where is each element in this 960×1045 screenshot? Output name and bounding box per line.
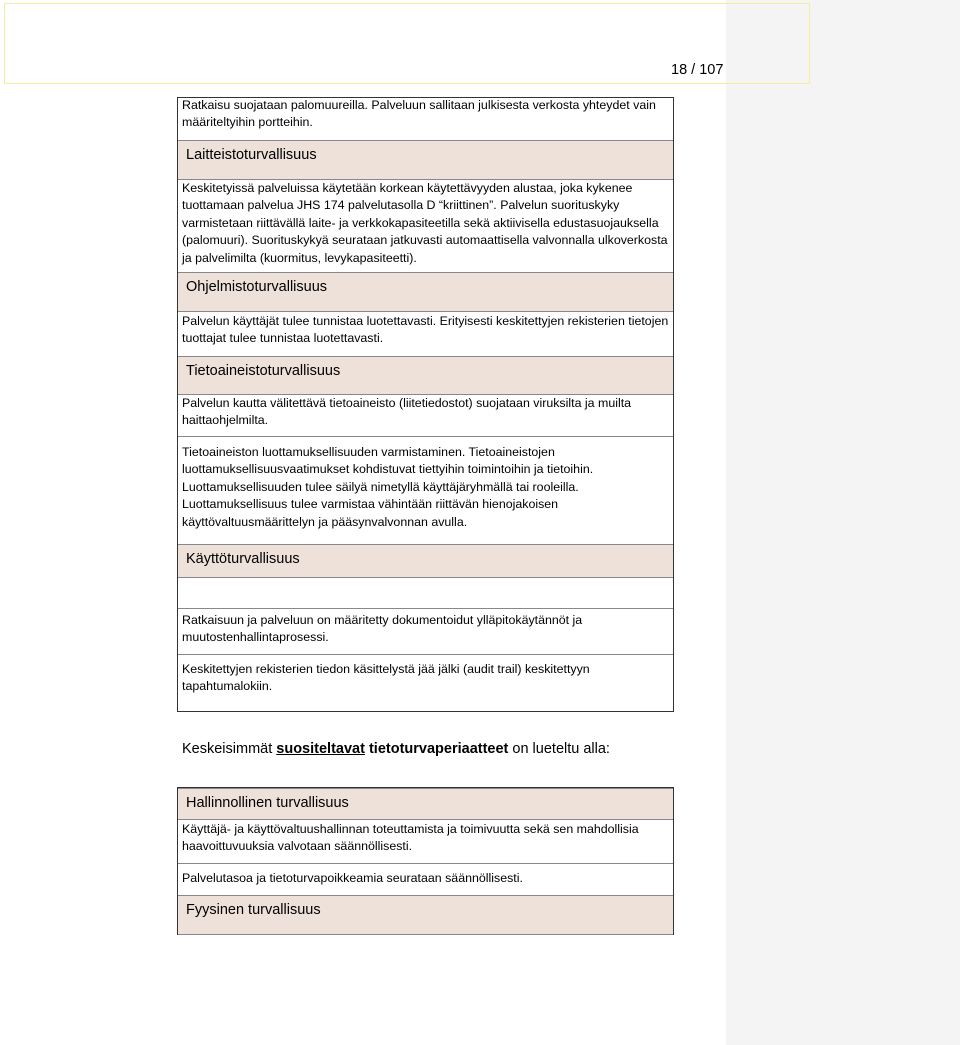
right-margin-panel (726, 0, 960, 1045)
section-header-hardware (178, 140, 673, 180)
paragraph-firewall: Ratkaisu suojataan palomuureilla. Palveluun sallitaan julkisesta verkosta yhteydet vain määriteltyihin portteihin. (182, 98, 656, 130)
paragraph-software: Palvelun käyttäjät tulee tunnistaa luotettavasti. Erityisesti keskitettyjen rekisterien tietojen tuottajat tulee tunnistaa luotettavasti. (182, 314, 669, 346)
paragraph-data-virus: Palvelun kautta välitettävä tietoaineisto (liitetiedostot) suojataan viruksilta ja muilta haittaohjelmilta. (182, 396, 632, 428)
paragraph-admin-users: Käyttäjä- ja käyttövaltuushallinnan toteuttamista ja toimivuutta sekä sen mahdollisia haavoittuvuuksia valvotaan säännöllisesti. (182, 822, 639, 854)
row-divider (178, 654, 673, 655)
section-title: Ohjelmistoturvallisuus (186, 279, 328, 295)
intro-suffix: on lueteltu alla: (508, 741, 610, 757)
section-header-usage (178, 544, 673, 578)
section-title: Tietoaineistoturvallisuus (186, 363, 341, 379)
section-header-data (178, 356, 673, 395)
intro-prefix: Keskeisimmät (182, 741, 277, 757)
section-header-software (178, 272, 673, 312)
intro-underlined: suositeltavat (276, 741, 365, 757)
section-title: Käyttöturvallisuus (186, 551, 300, 567)
section-title: Fyysinen turvallisuus (186, 902, 321, 918)
page-number: 18 / 107 (671, 62, 724, 78)
intro-sentence (182, 741, 610, 757)
paragraph-admin-monitoring: Palvelutasoa ja tietoturvapoikkeamia seurataan säännöllisesti. (182, 871, 523, 885)
intro-bold: tietoturvaperiaatteet (368, 741, 509, 757)
paragraph-data-confidentiality: Tietoaineiston luottamuksellisuuden varmistaminen. Tietoaineistojen luottamuksellisuusvaatimukset kohdistuvat tiettyihin toimintoihin ja tietoihin. Luottamuksellisuuden tulee säilyä nimetyllä käyttäjäryhmällä tai rooleilla. Luottamuksellisuus tulee varmistaa vähintään riittävän hienojakoisen käyttövaltuusmäärittelyn ja pääsynvalvonnan avulla. (182, 445, 594, 529)
section-header-admin (178, 788, 673, 820)
row-divider (178, 863, 673, 864)
paragraph-usage-audit: Keskitettyjen rekisterien tiedon käsittelystä jää jälki (audit trail) keskitettyyn tapahtumalokiin. (182, 662, 590, 694)
row-divider (178, 436, 673, 437)
section-header-physical (178, 895, 673, 935)
paragraph-usage-maintenance: Ratkaisuun ja palveluun on määritetty dokumentoidut ylläpitokäytännöt ja muutostenhallintaprosessi. (182, 613, 583, 645)
paragraph-hardware: Keskitetyissä palveluissa käytetään korkean käytettävyyden alustaa, joka kykenee tuottamaan palvelua JHS 174 palvelutasolla D “kriittinen”. Palvelun suorituskyky varmistetaan riittävällä laite- ja verkkokapasiteetilla sekä aktiivisella edustasuojauksella (palomuuri). Suorituskykyä seurataan jatkuvasti automaattisella valvonnalla ulkoverkosta ja palvelimilta (kuormitus, levykapasiteetti). (182, 181, 668, 265)
section-title: Laitteistoturvallisuus (186, 147, 317, 163)
section-title: Hallinnollinen turvallisuus (186, 795, 349, 811)
row-divider (178, 608, 673, 609)
